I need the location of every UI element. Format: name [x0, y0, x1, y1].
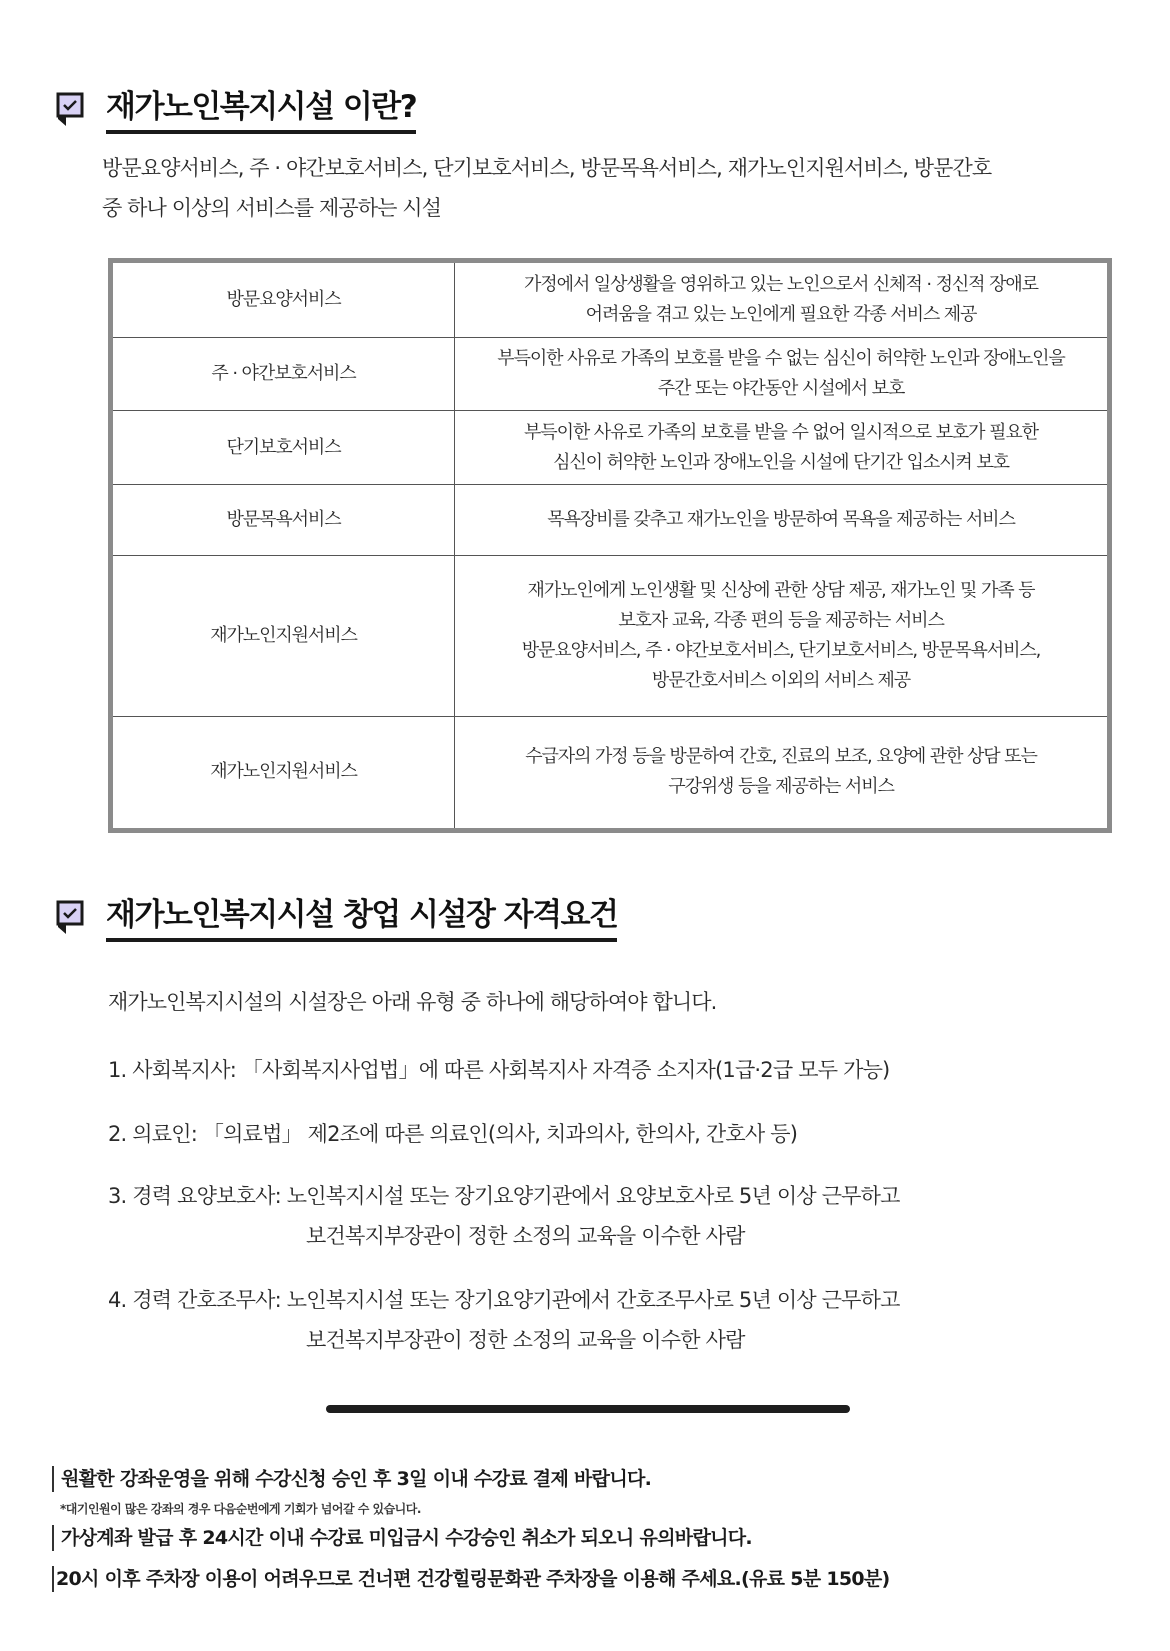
service-description — [455, 484, 1110, 555]
description-line: 구강위생 등을 제공하는 서비스 — [668, 776, 894, 798]
section1-description-line-2: 중 하나 이상의 서비스를 제공하는 시설 — [102, 196, 442, 220]
description-line: 수급자의 가정 등을 방문하여 간호, 진료의 보조, 요양에 관한 상담 또는 — [525, 746, 1037, 768]
service-description — [455, 337, 1110, 411]
description-line: 방문간호서비스 이외의 서비스 제공 — [651, 669, 911, 691]
section2-heading — [56, 896, 617, 942]
description-line: 가정에서 일상생활을 영위하고 있는 노인으로서 신체적 · 정신적 장애로 — [524, 273, 1038, 295]
description-line: 부득이한 사유로 가족의 보호를 받을 수 없어 일시적으로 보호가 필요한 — [524, 421, 1038, 443]
table-row — [111, 555, 1110, 716]
table-row — [111, 411, 1110, 485]
service-name: 방문요양서비스 — [111, 261, 455, 338]
description-line: 보호자 교육, 각종 편의 등을 제공하는 서비스 — [618, 609, 944, 631]
note-parking: 20시 이후 주차장 이용이 어려우므로 건너편 건강힐링문화관 주차장을 이용해 주세요.(유료 5분 150분) — [52, 1566, 890, 1592]
table-row — [111, 716, 1110, 830]
description-line: 방문요양서비스, 주 · 야간보호서비스, 단기보호서비스, 방문목욕서비스, — [521, 639, 1041, 661]
section1-heading — [56, 88, 416, 134]
description-line: 주간 또는 야간동안 시설에서 보호 — [657, 377, 905, 399]
check-square-speech-icon — [56, 92, 86, 128]
description-line: 부득이한 사유로 가족의 보호를 받을 수 없는 심신이 허약한 노인과 장애노인을 — [497, 347, 1065, 369]
table-row — [111, 337, 1110, 411]
description-line: 어려움을 겪고 있는 노인에게 필요한 각종 서비스 제공 — [585, 303, 977, 325]
requirement-item-3: 3. 경력 요양보호사: 노인복지시설 또는 장기요양기관에서 요양보호사로 5년 이상 근무하고 — [108, 1184, 900, 1208]
service-description — [455, 261, 1110, 338]
table-row — [111, 261, 1110, 338]
table-row — [111, 484, 1110, 555]
section1-description-line-1: 방문요양서비스, 주 · 야간보호서비스, 단기보호서비스, 방문목욕서비스, 재가노인지원서비스, 방문간호 — [102, 156, 992, 180]
service-name: 방문목욕서비스 — [111, 484, 455, 555]
service-name: 주 · 야간보호서비스 — [111, 337, 455, 411]
service-name: 재가노인지원서비스 — [111, 716, 455, 830]
check-square-speech-icon — [56, 900, 86, 936]
service-description — [455, 716, 1110, 830]
note-payment: 원활한 강좌운영을 위해 수강신청 승인 후 3일 이내 수강료 결제 바랍니다. — [52, 1466, 651, 1492]
section2-title: 재가노인복지시설 창업 시설장 자격요건 — [106, 896, 617, 942]
requirement-item-1: 1. 사회복지사: 「사회복지사업법」에 따른 사회복지사 자격증 소지자(1급·2급 모두 가능) — [108, 1058, 890, 1082]
requirement-item-4-continuation: 보건복지부장관이 정한 소정의 교육을 이수한 사람 — [306, 1328, 745, 1352]
note-virtual-account: 가상계좌 발급 후 24시간 이내 수강료 미입금시 수강승인 취소가 되오니 유의바랍니다. — [52, 1525, 752, 1551]
service-description — [455, 555, 1110, 716]
service-name: 재가노인지원서비스 — [111, 555, 455, 716]
requirement-item-3-continuation: 보건복지부장관이 정한 소정의 교육을 이수한 사람 — [306, 1224, 745, 1248]
service-name: 단기보호서비스 — [111, 411, 455, 485]
requirement-item-2: 2. 의료인: 「의료법」 제2조에 따른 의료인(의사, 치과의사, 한의사, 간호사 등) — [108, 1122, 798, 1146]
service-description — [455, 411, 1110, 485]
services-table — [108, 258, 1112, 833]
section-divider — [326, 1405, 850, 1413]
note-waitlist: *대기인원이 많은 강좌의 경우 다음순번에게 기회가 넘어갈 수 있습니다. — [60, 1502, 421, 1516]
description-line: 심신이 허약한 노인과 장애노인을 시설에 단기간 입소시켜 보호 — [553, 451, 1009, 473]
section2-intro: 재가노인복지시설의 시설장은 아래 유형 중 하나에 해당하여야 합니다. — [108, 990, 717, 1014]
description-line: 재가노인에게 노인생활 및 신상에 관한 상담 제공, 재가노인 및 가족 등 — [527, 579, 1035, 601]
section1-title: 재가노인복지시설 이란? — [106, 88, 416, 134]
description-line: 목욕장비를 갖추고 재가노인을 방문하여 목욕을 제공하는 서비스 — [547, 508, 1015, 530]
requirement-item-4: 4. 경력 간호조무사: 노인복지시설 또는 장기요양기관에서 간호조무사로 5년 이상 근무하고 — [108, 1288, 900, 1312]
